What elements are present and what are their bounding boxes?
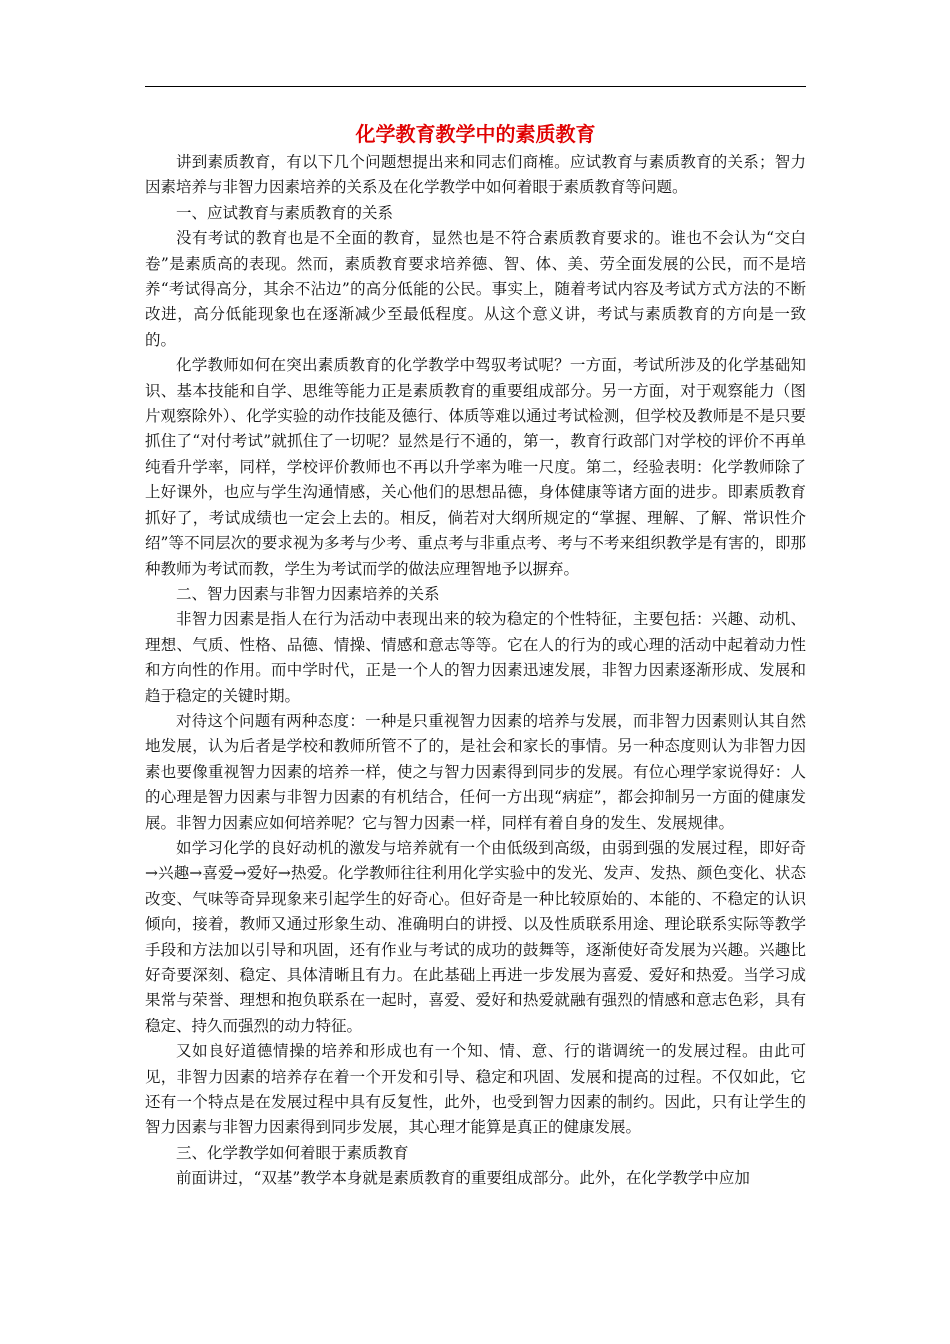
- paragraph: 化学教师如何在突出素质教育的化学教学中驾驭考试呢？一方面，考试所涉及的化学基础知识、基本技能和自学、思维等能力正是素质教育的重要组成部分。另一方面，对于观察能力（图片观察除外）、化学实验的动作技能及德行、体质等难以通过考试检测，但学校及教师是不是只要抓住了“对付考试”就抓住了一切呢？显然是行不通的，第一，教育行政部门对学校的评价不再单纯看升学率，同样，学校评价教师也不再以升学率为唯一尺度。第二，经验表明：化学教师除了上好课外，也应与学生沟通情感，关心他们的思想品德，身体健康等诸方面的进步。即素质教育抓好了，考试成绩也一定会上去的。相反，倘若对大纲所规定的“掌握、理解、了解、常识性介绍”等不同层次的要求视为多考与少考、重点考与非重点考、考与不考来组织教学是有害的，即那种教师为考试而教，学生为考试而学的做法应理智地予以摒弃。: [145, 356, 806, 578]
- paragraph: 对待这个问题有两种态度：一种是只重视智力因素的培养与发展，而非智力因素则认其自然地发展，认为后者是学校和教师所管不了的，是社会和家长的事情。另一种态度则认为非智力因素也要像重视智力因素的培养一样，使之与智力因素得到同步的发展。有位心理学家说得好：人的心理是智力因素与非智力因素的有机结合，任何一方出现“病症”，都会抑制另一方面的健康发展。非智力因素应如何培养呢？它与智力因素一样，同样有着自身的发生、发展规律。: [145, 711, 806, 832]
- paragraph: 又如良好道德情操的培养和形成也有一个知、情、意、行的谐调统一的发展过程。由此可见，非智力因素的培养存在着一个开发和引导、稳定和巩固、发展和提高的过程。不仅如此，它还有一个特点是在发展过程中具有反复性，此外，也受到智力因素的制约。因此，只有让学生的智力因素与非智力因素得到同步发展，其心理才能算是真正的健康发展。: [145, 1042, 806, 1137]
- section-heading-2: 二、智力因素与非智力因素培养的关系: [176, 584, 440, 603]
- paragraph: 前面讲过，“双基”教学本身就是素质教育的重要组成部分。此外，在化学教学中应加: [176, 1169, 750, 1188]
- paragraph: 如学习化学的良好动机的激发与培养就有一个由低级到高级，由弱到强的发展过程，即好奇→兴趣→喜爱→爱好→热爱。化学教师往往利用化学实验中的发光、发声、发热、颜色变化、状态改变、气味等奇异现象来引起学生的好奇心。但好奇是一种比较原始的、本能的、不稳定的认识倾向，接着，教师又通过形象生动、准确明白的讲授、以及性质联系用途、理论联系实际等教学手段和方法加以引导和巩固，还有作业与考试的成功的鼓舞等，逐渐使好奇发展为兴趣。兴趣比好奇要深刻、稳定、具体清晰且有力。在此基础上再进一步发展为喜爱、爱好和热爱。当学习成果常与荣誉、理想和抱负联系在一起时，喜爱、爱好和热爱就融有强烈的情感和意志色彩，具有稳定、持久而强烈的动力特征。: [145, 838, 806, 1035]
- section-heading-1: 一、应试教育与素质教育的关系: [176, 203, 394, 222]
- section-heading-3: 三、化学教学如何着眼于素质教育: [176, 1143, 409, 1162]
- header-rule: [145, 86, 806, 87]
- document-body: [145, 150, 806, 1192]
- paragraph: 非智力因素是指人在行为活动中表现出来的较为稳定的个性特征，主要包括：兴趣、动机、理想、气质、性格、品德、情操、情感和意志等等。它在人的行为的或心理的活动中起着动力性和方向性的作用。而中学时代，正是一个人的智力因素迅速发展，非智力因素逐渐形成、发展和趋于稳定的关键时期。: [145, 610, 806, 705]
- document-title: 化学教育教学中的素质教育: [355, 122, 596, 146]
- paragraph: 没有考试的教育也是不全面的教育，显然也是不符合素质教育要求的。谁也不会认为“交白卷”是素质高的表现。然而，素质教育要求培养德、智、体、美、劳全面发展的公民，而不是培养“考试得高分，其余不沾边”的高分低能的公民。事实上，随着考试内容及考试方式方法的不断改进，高分低能现象也在逐渐减少至最低程度。从这个意义讲，考试与素质教育的方向是一致的。: [145, 229, 806, 349]
- paragraph-intro: 讲到素质教育，有以下几个问题想提出来和同志们商榷。应试教育与素质教育的关系；智力因素培养与非智力因素培养的关系及在化学教学中如何着眼于素质教育等问题。: [145, 153, 806, 197]
